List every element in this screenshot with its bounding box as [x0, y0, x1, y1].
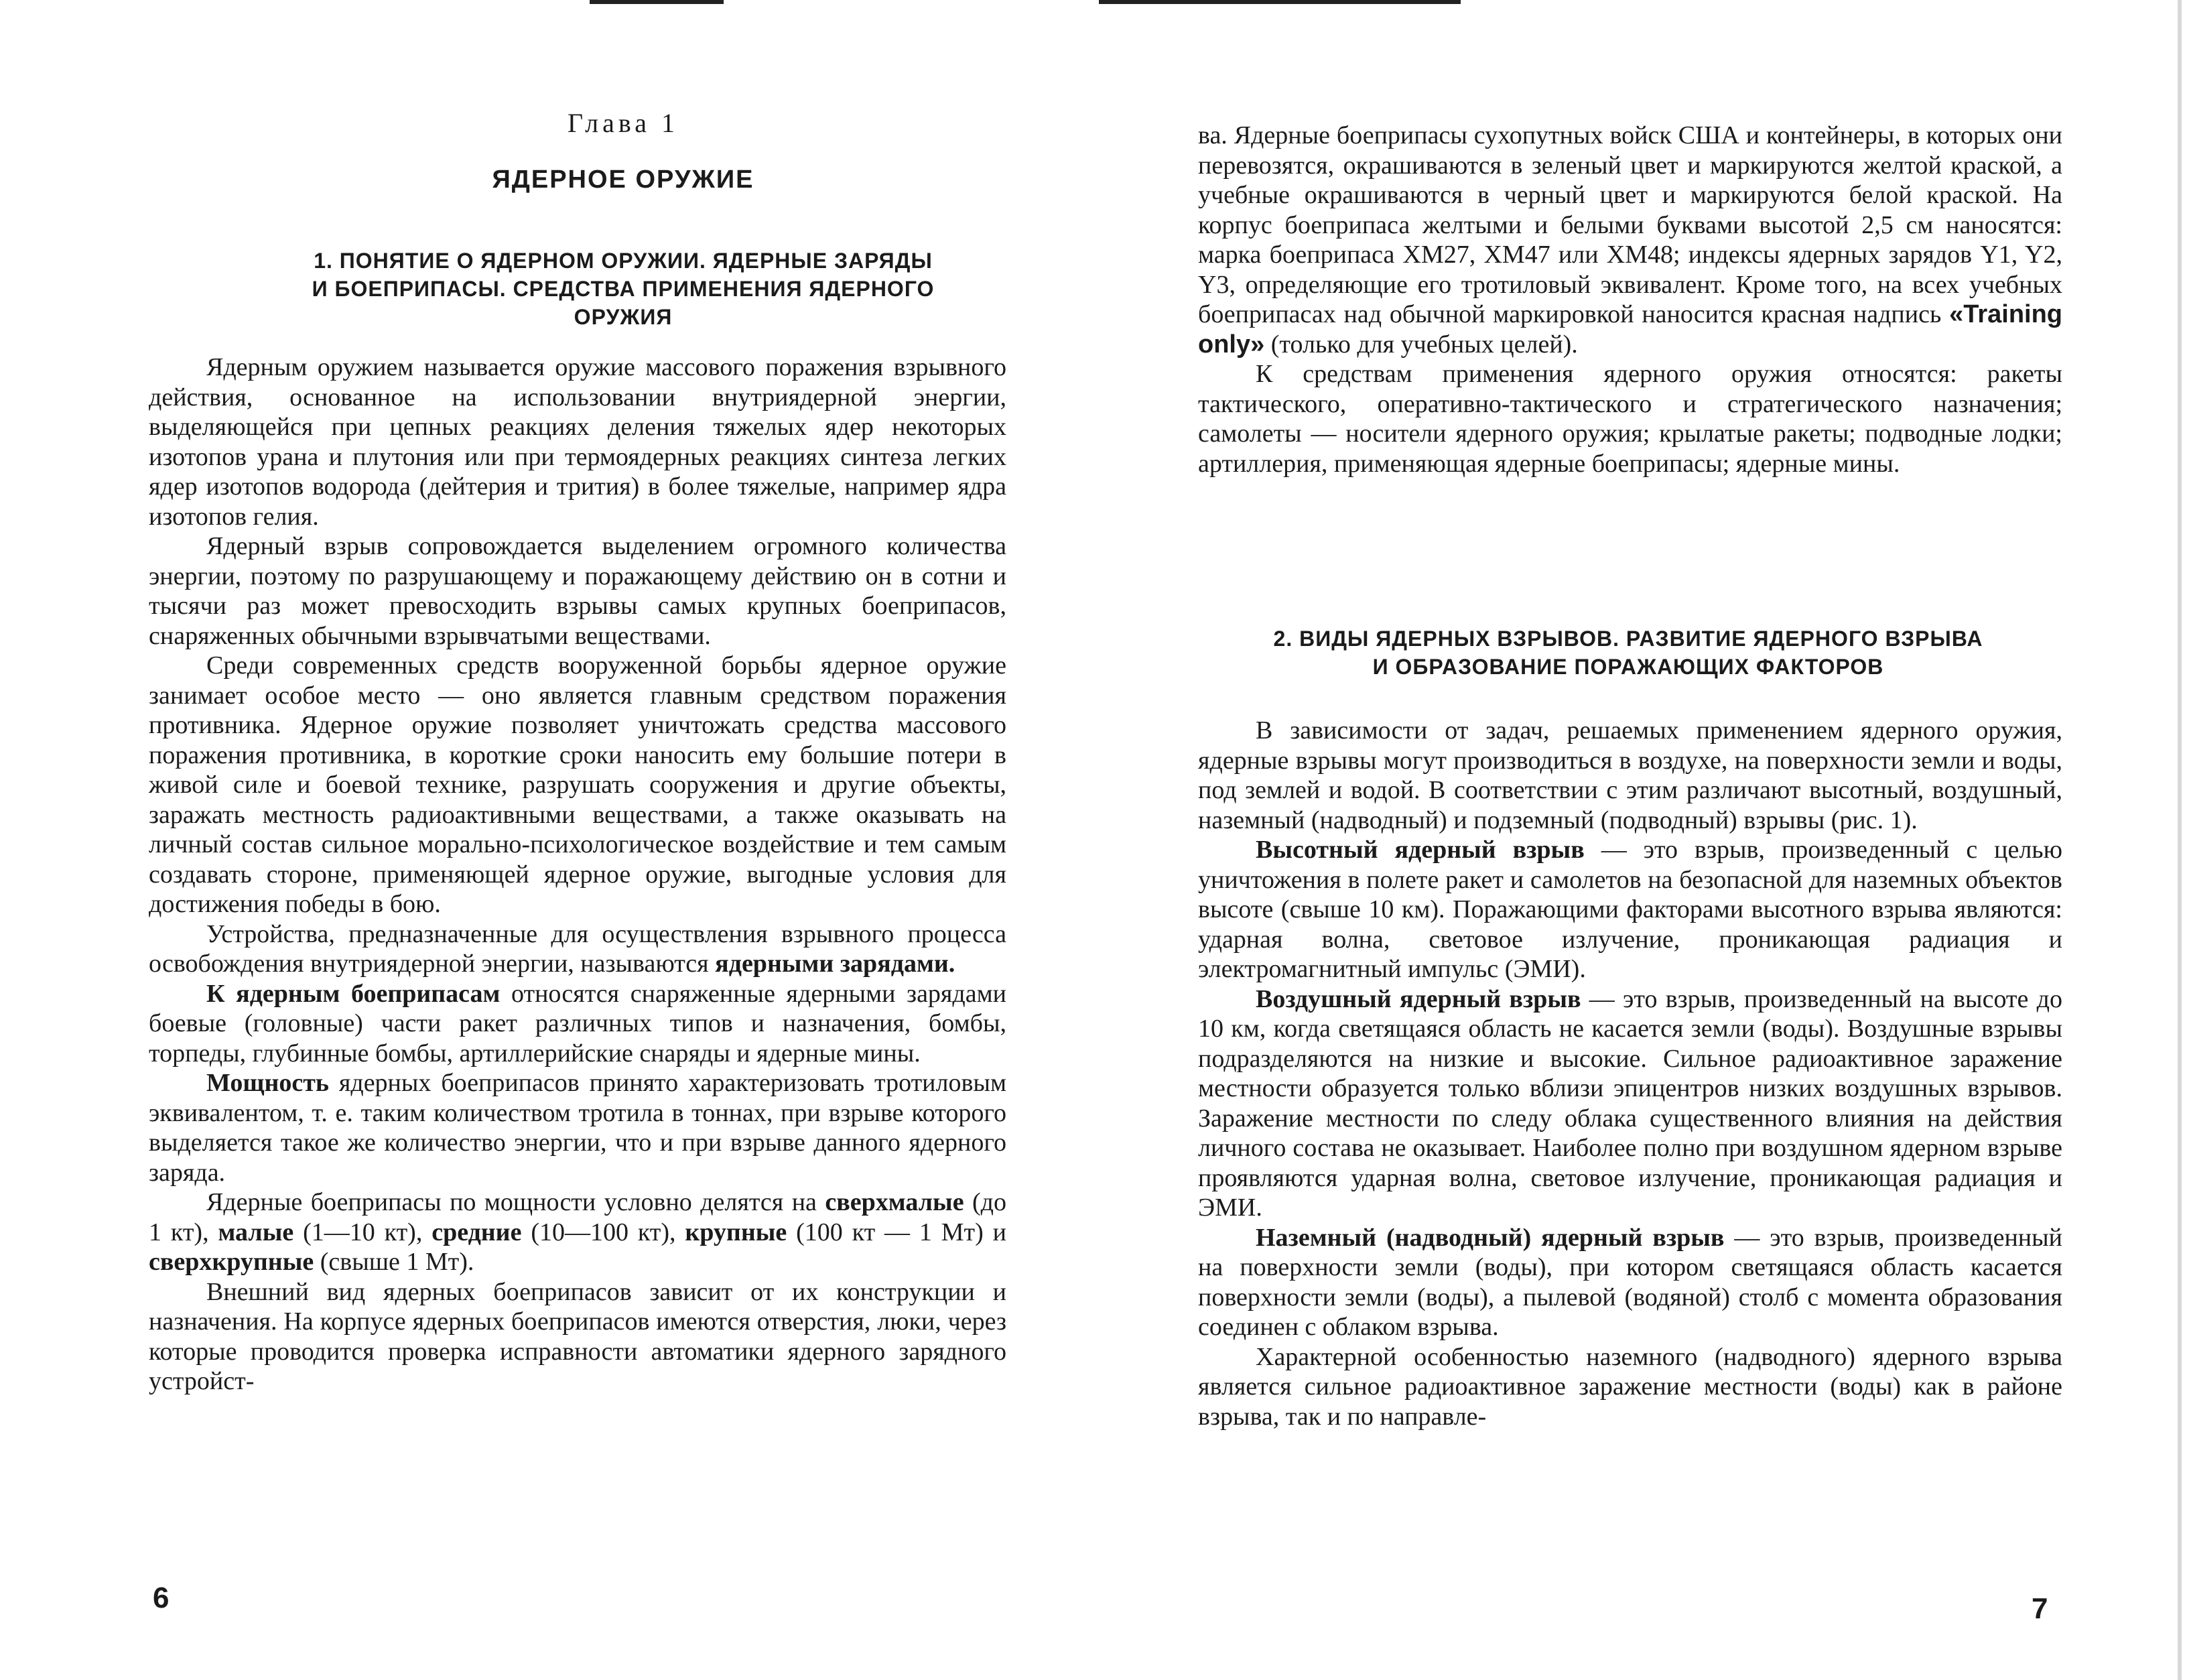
term-bold: сверхмалые — [825, 1188, 964, 1216]
body-paragraph: Высотный ядерный взрыв — это взрыв, произведенный с целью уничтожения в полете ракет и самолетов на безопасной для наземных объектов высоте (свыше 10 км). Поражающими факторами высотного взрыва являются: ударная волна, световое излучение, проникающая радиация и электромагнитный импульс (ЭМИ). — [1198, 836, 2063, 983]
left-text-column — [149, 352, 1006, 1397]
body-paragraph: Внешний вид ядерных боеприпасов зависит от их конструкции и назначения. На корпусе ядерных боеприпасов имеются отверстия, люки, через которые проводится проверка исправности автоматики ядерного зарядного устройст- — [149, 1277, 1006, 1395]
section-heading-2 — [1179, 625, 2077, 681]
term-bold: средние — [432, 1218, 522, 1246]
body-paragraph: Ядерные боеприпасы по мощности условно делятся на сверхмалые (до 1 кт), малые (1—10 кт), средние (10—100 кт), крупные (100 кт — 1 Мт) и сверхкрупные (свыше 1 Мт). — [149, 1188, 1007, 1276]
term-bold: сверхкрупные — [149, 1248, 314, 1276]
term-bold: Мощность — [206, 1069, 329, 1097]
body-paragraph: Среди современных средств вооруженной борьбы ядерное оружие занимает особое место — оно является главным средством поражения противника. Ядерное оружие позволяет уничтожать средства массового поражения противника, в короткие сроки наносить ему большие потери в живой силе и боевой технике, разрушать сооружения и другие объекты, заражать местность радиоактивными веществами, а также оказывать на личный состав сильное морально-психологическое воздействие и тем самым создавать стороне, применяющей ядерное оружие, выгодные условия для достижения победы в бою. — [149, 651, 1006, 918]
term-bold: ядерными зарядами. — [715, 950, 955, 978]
section-heading-line: ОРУЖИЯ — [574, 305, 673, 329]
section-heading-line: 1. ПОНЯТИЕ О ЯДЕРНОМ ОРУЖИИ. ЯДЕРНЫЕ ЗАРЯДЫ — [314, 249, 933, 273]
term-bold: К ядерным боеприпасам — [206, 979, 501, 1008]
section-heading-line: 2. ВИДЫ ЯДЕРНЫХ ВЗРЫВОВ. РАЗВИТИЕ ЯДЕРНОГО ВЗРЫВА — [1273, 627, 1983, 651]
chapter-label: Глава 1 — [568, 108, 679, 138]
term-bold: «Training only» — [1198, 300, 2063, 359]
body-paragraph: Мощность ядерных боеприпасов принято характеризовать тротиловым эквивалентом, т. е. таким количеством тротила в тоннах, при взрыве которого выделяется такое же количество энергии, что и при взрыве данного ядерного заряда. — [149, 1069, 1007, 1187]
right-text-column-top — [1198, 121, 2062, 478]
term-bold: крупные — [685, 1218, 787, 1246]
body-paragraph: К средствам применения ядерного оружия относятся: ракеты тактического, оперативно-тактического и стратегического назначения; самолеты — носители ядерного оружия; крылатые ракеты; подводные лодки; артиллерия, применяющая ядерные боеприпасы; ядерные мины. — [1198, 360, 2062, 478]
body-paragraph: Воздушный ядерный взрыв — это взрыв, произведенный на высоте до 10 км, когда светящаяся область не касается земли (воды). Воздушные взрывы подразделяются на низкие и высокие. Сильное радиоактивное заражение местности образуется только вблизи эпицентров низких воздушных взрывов. Заражение местности по следу облака существенного влияния на действия личного состава не оказывает. Наиболее полно при воздушном ядерном взрыве проявляются ударная волна, световое излучение, проникающая радиация и ЭМИ. — [1198, 984, 2062, 1222]
term-bold: Высотный ядерный взрыв — [1256, 836, 1585, 864]
body-paragraph: Наземный (надводный) ядерный взрыв — это взрыв, произведенный на поверхности земли (воды), при котором светящаяся область касается поверхности земли (воды), а пылевой (водяной) столб с момента образования соединен с облаком взрыва. — [1198, 1223, 2062, 1341]
body-paragraph: Характерной особенностью наземного (надводного) ядерного взрыва является сильное радиоактивное заражение местности (воды) как в районе взрыва, так и по направле- — [1198, 1342, 2062, 1431]
right-text-column-bottom — [1198, 716, 2062, 1431]
body-paragraph: Устройства, предназначенные для осуществления взрывного процесса освобождения внутриядерной энергии, называются ядерными зарядами. — [149, 919, 1006, 978]
page-number: 6 — [153, 1581, 170, 1614]
right-page — [1099, 0, 2187, 1680]
body-paragraph: ва. Ядерные боеприпасы сухопутных войск США и контейнеры, в которых они перевозятся, окрашиваются в зеленый цвет и маркируются желтой краской, а учебные окрашиваются в черный цвет и маркируются белой краской. На корпус боеприпаса желтыми и белыми буквами высотой 2,5 см наносятся: марка боеприпаса XM27, XM47 или XM48; индексы ядерных зарядов Y1, Y2, Y3, определяющие его тротиловый эквивалент. Кроме того, на всех учебных боеприпасах над обычной маркировкой наносится красная надпись «Training only» (только для учебных целей). — [1198, 121, 2063, 359]
term-bold: Воздушный ядерный взрыв — [1256, 984, 1581, 1013]
section-heading-line: И ОБРАЗОВАНИЕ ПОРАЖАЮЩИХ ФАКТОРОВ — [1372, 655, 1884, 679]
body-paragraph: Ядерный взрыв сопровождается выделением огромного количества энергии, поэтому по разрушающему и поражающему действию он в сотни и тысячи раз может превосходить взрывы самых крупных боеприпасов, снаряженных обычными взрывчатыми веществами. — [149, 532, 1006, 650]
term-bold: малые — [218, 1218, 294, 1246]
chapter-header — [348, 107, 898, 194]
body-paragraph: В зависимости от задач, решаемых применением ядерного оружия, ядерные взрывы могут производиться в воздухе, на поверхности земли и воды, под землей и водой. В соответствии с этим различают высотный, воздушный, наземный (надводный) и подземный (подводный) взрывы (рис. 1). — [1198, 716, 2062, 834]
section-heading-1 — [174, 247, 1072, 331]
section-heading-line: И БОЕПРИПАСЫ. СРЕДСТВА ПРИМЕНЕНИЯ ЯДЕРНОГО — [312, 277, 935, 301]
body-paragraph: Ядерным оружием называется оружие массового поражения взрывного действия, основанное на использовании внутриядерной энергии, выделяющейся при цепных реакциях деления тяжелых ядер некоторых изотопов урана и плутония или при термоядерных реакциях синтеза легких ядер изотопов водорода (дейтерия и трития) в более тяжелые, например ядра изотопов гелия. — [149, 353, 1006, 531]
body-paragraph: К ядерным боеприпасам относятся снаряженные ядерными зарядами боевые (головные) части ракет различных типов и назначения, бомбы, торпеды, глубинные бомбы, артиллерийские снаряды и ядерные мины. — [149, 979, 1006, 1068]
term-bold: Наземный (надводный) ядерный взрыв — [1256, 1223, 1725, 1252]
page-number: 7 — [2032, 1592, 2048, 1625]
chapter-title: ЯДЕРНОЕ ОРУЖИЕ — [492, 166, 754, 194]
